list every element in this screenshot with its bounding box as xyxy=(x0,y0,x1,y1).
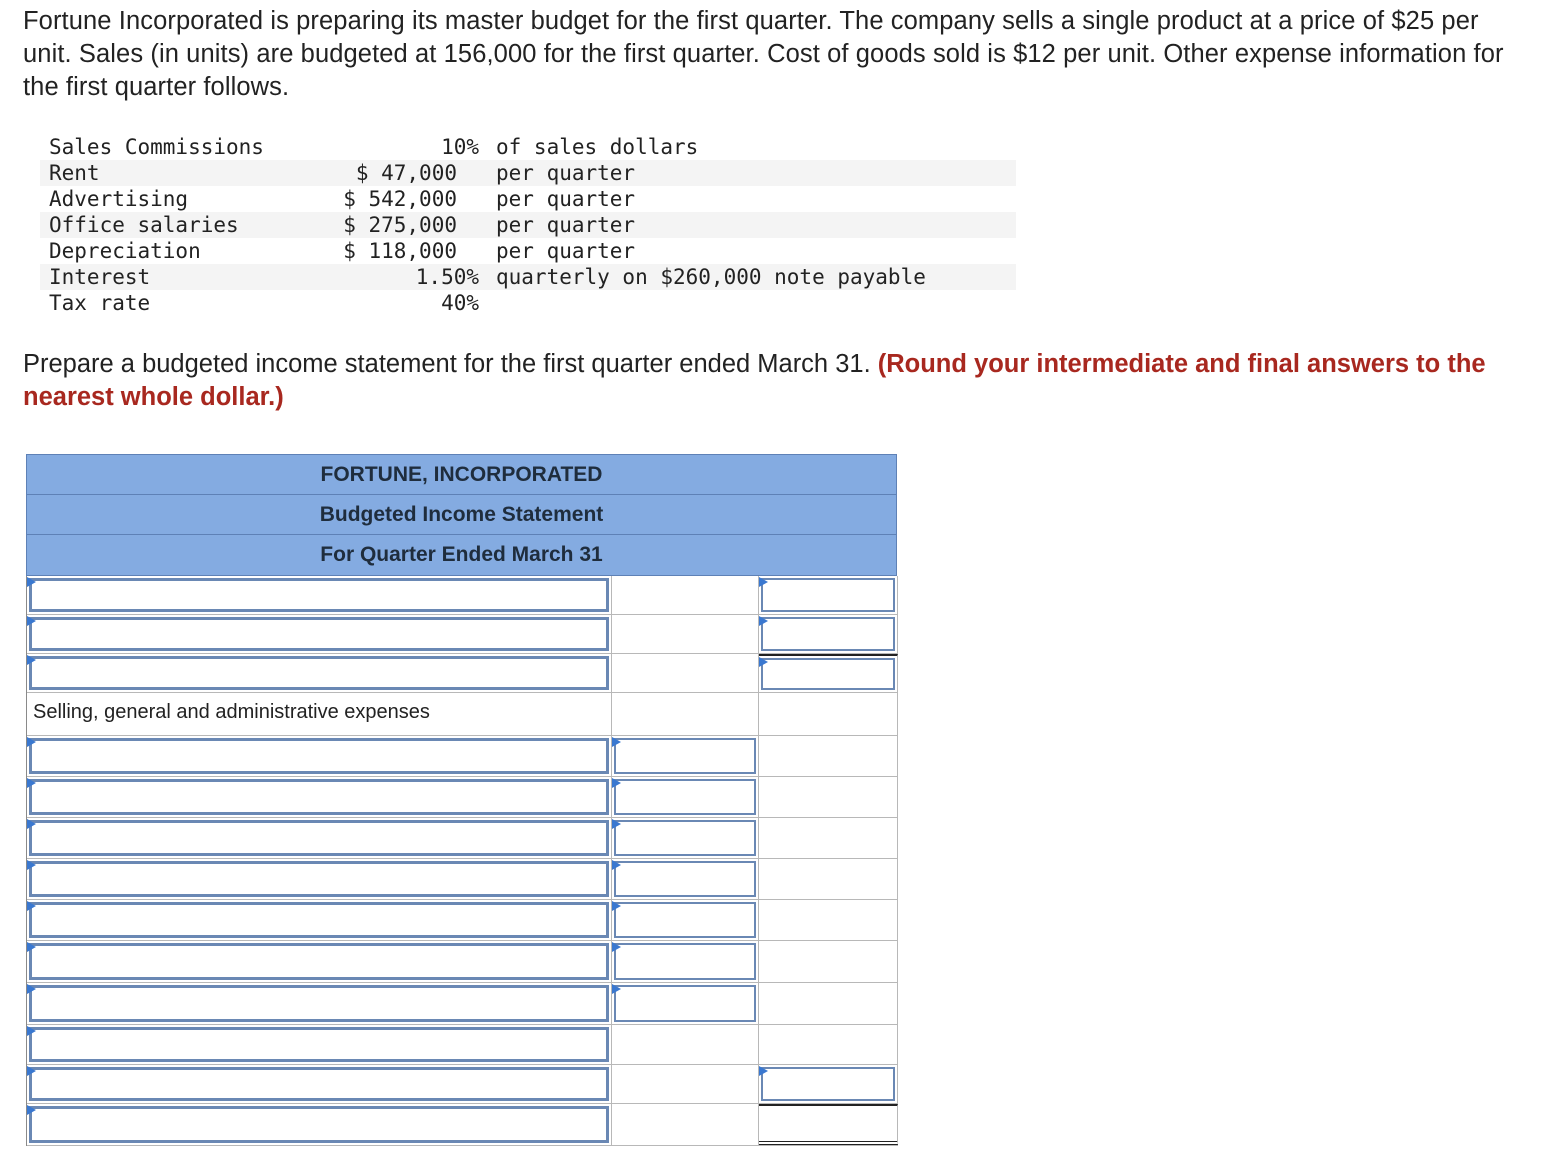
dropdown-marker-icon xyxy=(759,577,768,587)
account-select[interactable] xyxy=(29,1027,609,1062)
statement-row xyxy=(27,736,898,777)
statement-row xyxy=(27,818,898,859)
expense-label: Interest xyxy=(40,264,309,290)
account-select[interactable] xyxy=(29,738,609,774)
expense-unit: quarterly on $260,000 note payable xyxy=(487,264,1016,290)
account-cell xyxy=(27,818,612,858)
amount-input[interactable] xyxy=(614,738,756,774)
statement-row xyxy=(27,1104,898,1146)
statement-row xyxy=(27,693,898,736)
account-select[interactable] xyxy=(29,985,609,1022)
account-cell xyxy=(27,941,612,982)
statement-row xyxy=(27,983,898,1025)
dropdown-marker-icon xyxy=(612,984,621,994)
statement-row xyxy=(27,1025,898,1065)
account-cell xyxy=(27,576,612,614)
expense-amount: 10% xyxy=(441,135,479,159)
statement-period: For Quarter Ended March 31 xyxy=(26,534,897,576)
account-cell xyxy=(27,736,612,776)
amount-input[interactable] xyxy=(614,779,756,815)
statement-row xyxy=(27,777,898,818)
amount-input[interactable] xyxy=(614,902,756,938)
account-select[interactable] xyxy=(29,656,609,690)
amount-input[interactable] xyxy=(614,943,756,980)
statement-row xyxy=(27,1065,898,1104)
total-cell xyxy=(759,859,898,899)
dropdown-marker-icon xyxy=(759,616,768,626)
total-input[interactable] xyxy=(761,617,895,651)
total-cell xyxy=(759,736,898,776)
account-cell xyxy=(27,1104,612,1145)
total-input[interactable] xyxy=(761,658,895,690)
account-cell xyxy=(27,777,612,817)
expense-row xyxy=(40,212,1016,238)
amount-cell xyxy=(612,615,759,653)
dropdown-marker-icon xyxy=(612,819,621,829)
amount-input[interactable] xyxy=(614,820,756,856)
rounding-note: (Round your intermediate and final answers to the nearest whole dollar.) xyxy=(23,350,1486,411)
total-cell xyxy=(759,576,898,614)
amount-cell xyxy=(612,983,759,1024)
expense-amount: $ 542,000 xyxy=(343,187,457,211)
expense-row xyxy=(40,160,1016,186)
account-cell xyxy=(27,900,612,940)
dropdown-marker-icon xyxy=(27,778,36,788)
account-cell xyxy=(27,1065,612,1103)
dropdown-marker-icon xyxy=(27,984,36,994)
expense-unit: of sales dollars xyxy=(496,135,699,159)
expense-row xyxy=(40,186,1016,212)
account-select[interactable] xyxy=(29,902,609,938)
amount-cell xyxy=(612,859,759,899)
expense-amount: $ 47,000 xyxy=(309,160,487,186)
dropdown-marker-icon xyxy=(27,942,36,952)
total-cell xyxy=(759,1065,898,1103)
dropdown-marker-icon xyxy=(27,655,36,665)
dropdown-marker-icon xyxy=(27,1105,36,1115)
account-cell xyxy=(27,983,612,1024)
total-cell xyxy=(759,777,898,817)
amount-input[interactable] xyxy=(614,985,756,1022)
dropdown-marker-icon xyxy=(27,901,36,911)
amount-cell xyxy=(612,654,759,692)
amount-cell xyxy=(612,777,759,817)
expense-amount: $ 275,000 xyxy=(309,212,487,238)
total-input[interactable] xyxy=(761,578,895,612)
instruction-text: Prepare a budgeted income statement for the first quarter ended March 31. xyxy=(23,350,871,378)
account-select[interactable] xyxy=(29,779,609,815)
total-cell xyxy=(759,900,898,940)
dropdown-marker-icon xyxy=(27,860,36,870)
amount-input[interactable] xyxy=(614,861,756,897)
amount-cell xyxy=(612,1025,759,1064)
expense-amount: 1.50% xyxy=(309,264,487,290)
account-cell xyxy=(27,654,612,692)
account-select[interactable] xyxy=(29,861,609,897)
statement-company: FORTUNE, INCORPORATED xyxy=(26,454,897,494)
dropdown-marker-icon xyxy=(27,577,36,587)
statement-row xyxy=(27,859,898,900)
expense-row xyxy=(40,264,1016,290)
income-statement xyxy=(26,454,897,1146)
total-cell xyxy=(759,941,898,982)
total-cell xyxy=(759,818,898,858)
statement-row xyxy=(27,576,898,615)
amount-cell xyxy=(612,736,759,776)
expense-unit: per quarter xyxy=(496,239,636,263)
amount-cell xyxy=(612,576,759,614)
instructions xyxy=(23,348,1538,414)
amount-cell xyxy=(612,1104,759,1145)
expense-label: Rent xyxy=(40,160,309,186)
account-select[interactable] xyxy=(29,617,609,651)
problem-intro: Fortune Incorporated is preparing its master budget for the first quarter. The company sells a single product at a price of $25 per unit. Sales (in units) are budgeted at 156,000 for the first quarter. Cost of goods sold is $12 per unit. Other expense information for the first quarter follows. xyxy=(23,7,1504,101)
dropdown-marker-icon xyxy=(27,737,36,747)
expense-label: Depreciation xyxy=(49,239,201,263)
account-select[interactable] xyxy=(29,943,609,980)
expense-row xyxy=(40,134,1016,160)
dropdown-marker-icon xyxy=(759,657,768,667)
account-select[interactable] xyxy=(29,1067,609,1101)
dropdown-marker-icon xyxy=(759,1066,768,1076)
total-cell xyxy=(759,1025,898,1064)
amount-cell xyxy=(612,818,759,858)
total-cell xyxy=(759,615,898,653)
account-select[interactable] xyxy=(29,820,609,856)
dropdown-marker-icon xyxy=(27,1026,36,1036)
amount-cell xyxy=(612,1065,759,1103)
expense-label: Sales Commissions xyxy=(49,135,264,159)
expense-info-table xyxy=(40,134,1016,316)
expense-label: Tax rate xyxy=(49,291,151,315)
expense-label: Advertising xyxy=(49,187,189,211)
dropdown-marker-icon xyxy=(27,819,36,829)
expense-amount: $ 118,000 xyxy=(343,239,457,263)
total-cell xyxy=(759,654,898,692)
statement-row xyxy=(27,941,898,983)
expense-unit: per quarter xyxy=(487,212,1016,238)
expense-amount: 40% xyxy=(441,291,479,315)
dropdown-marker-icon xyxy=(27,1066,36,1076)
dropdown-marker-icon xyxy=(612,737,621,747)
account-cell xyxy=(27,1025,612,1064)
expense-unit: per quarter xyxy=(496,187,636,211)
expense-label: Office salaries xyxy=(40,212,309,238)
statement-row xyxy=(27,615,898,654)
expense-unit: per quarter xyxy=(487,160,1016,186)
statement-row xyxy=(27,900,898,941)
dropdown-marker-icon xyxy=(612,942,621,952)
amount-cell xyxy=(612,900,759,940)
total-cell xyxy=(759,693,898,735)
account-cell xyxy=(27,615,612,653)
statement-grid xyxy=(26,576,898,1146)
net-income-cell xyxy=(759,1104,898,1145)
expense-unit xyxy=(487,290,1016,316)
total-input[interactable] xyxy=(761,1067,895,1101)
sga-label: Selling, general and administrative expenses xyxy=(27,693,612,735)
expense-row xyxy=(40,238,1016,264)
statement-row xyxy=(27,654,898,693)
statement-title: Budgeted Income Statement xyxy=(26,494,897,534)
expense-row xyxy=(40,290,1016,316)
dropdown-marker-icon xyxy=(612,778,621,788)
amount-cell xyxy=(612,693,759,735)
total-cell xyxy=(759,983,898,1024)
amount-cell xyxy=(612,941,759,982)
account-select[interactable] xyxy=(29,578,609,612)
dropdown-marker-icon xyxy=(27,616,36,626)
account-cell xyxy=(27,859,612,899)
dropdown-marker-icon xyxy=(612,901,621,911)
account-select[interactable] xyxy=(29,1106,609,1143)
dropdown-marker-icon xyxy=(612,860,621,870)
